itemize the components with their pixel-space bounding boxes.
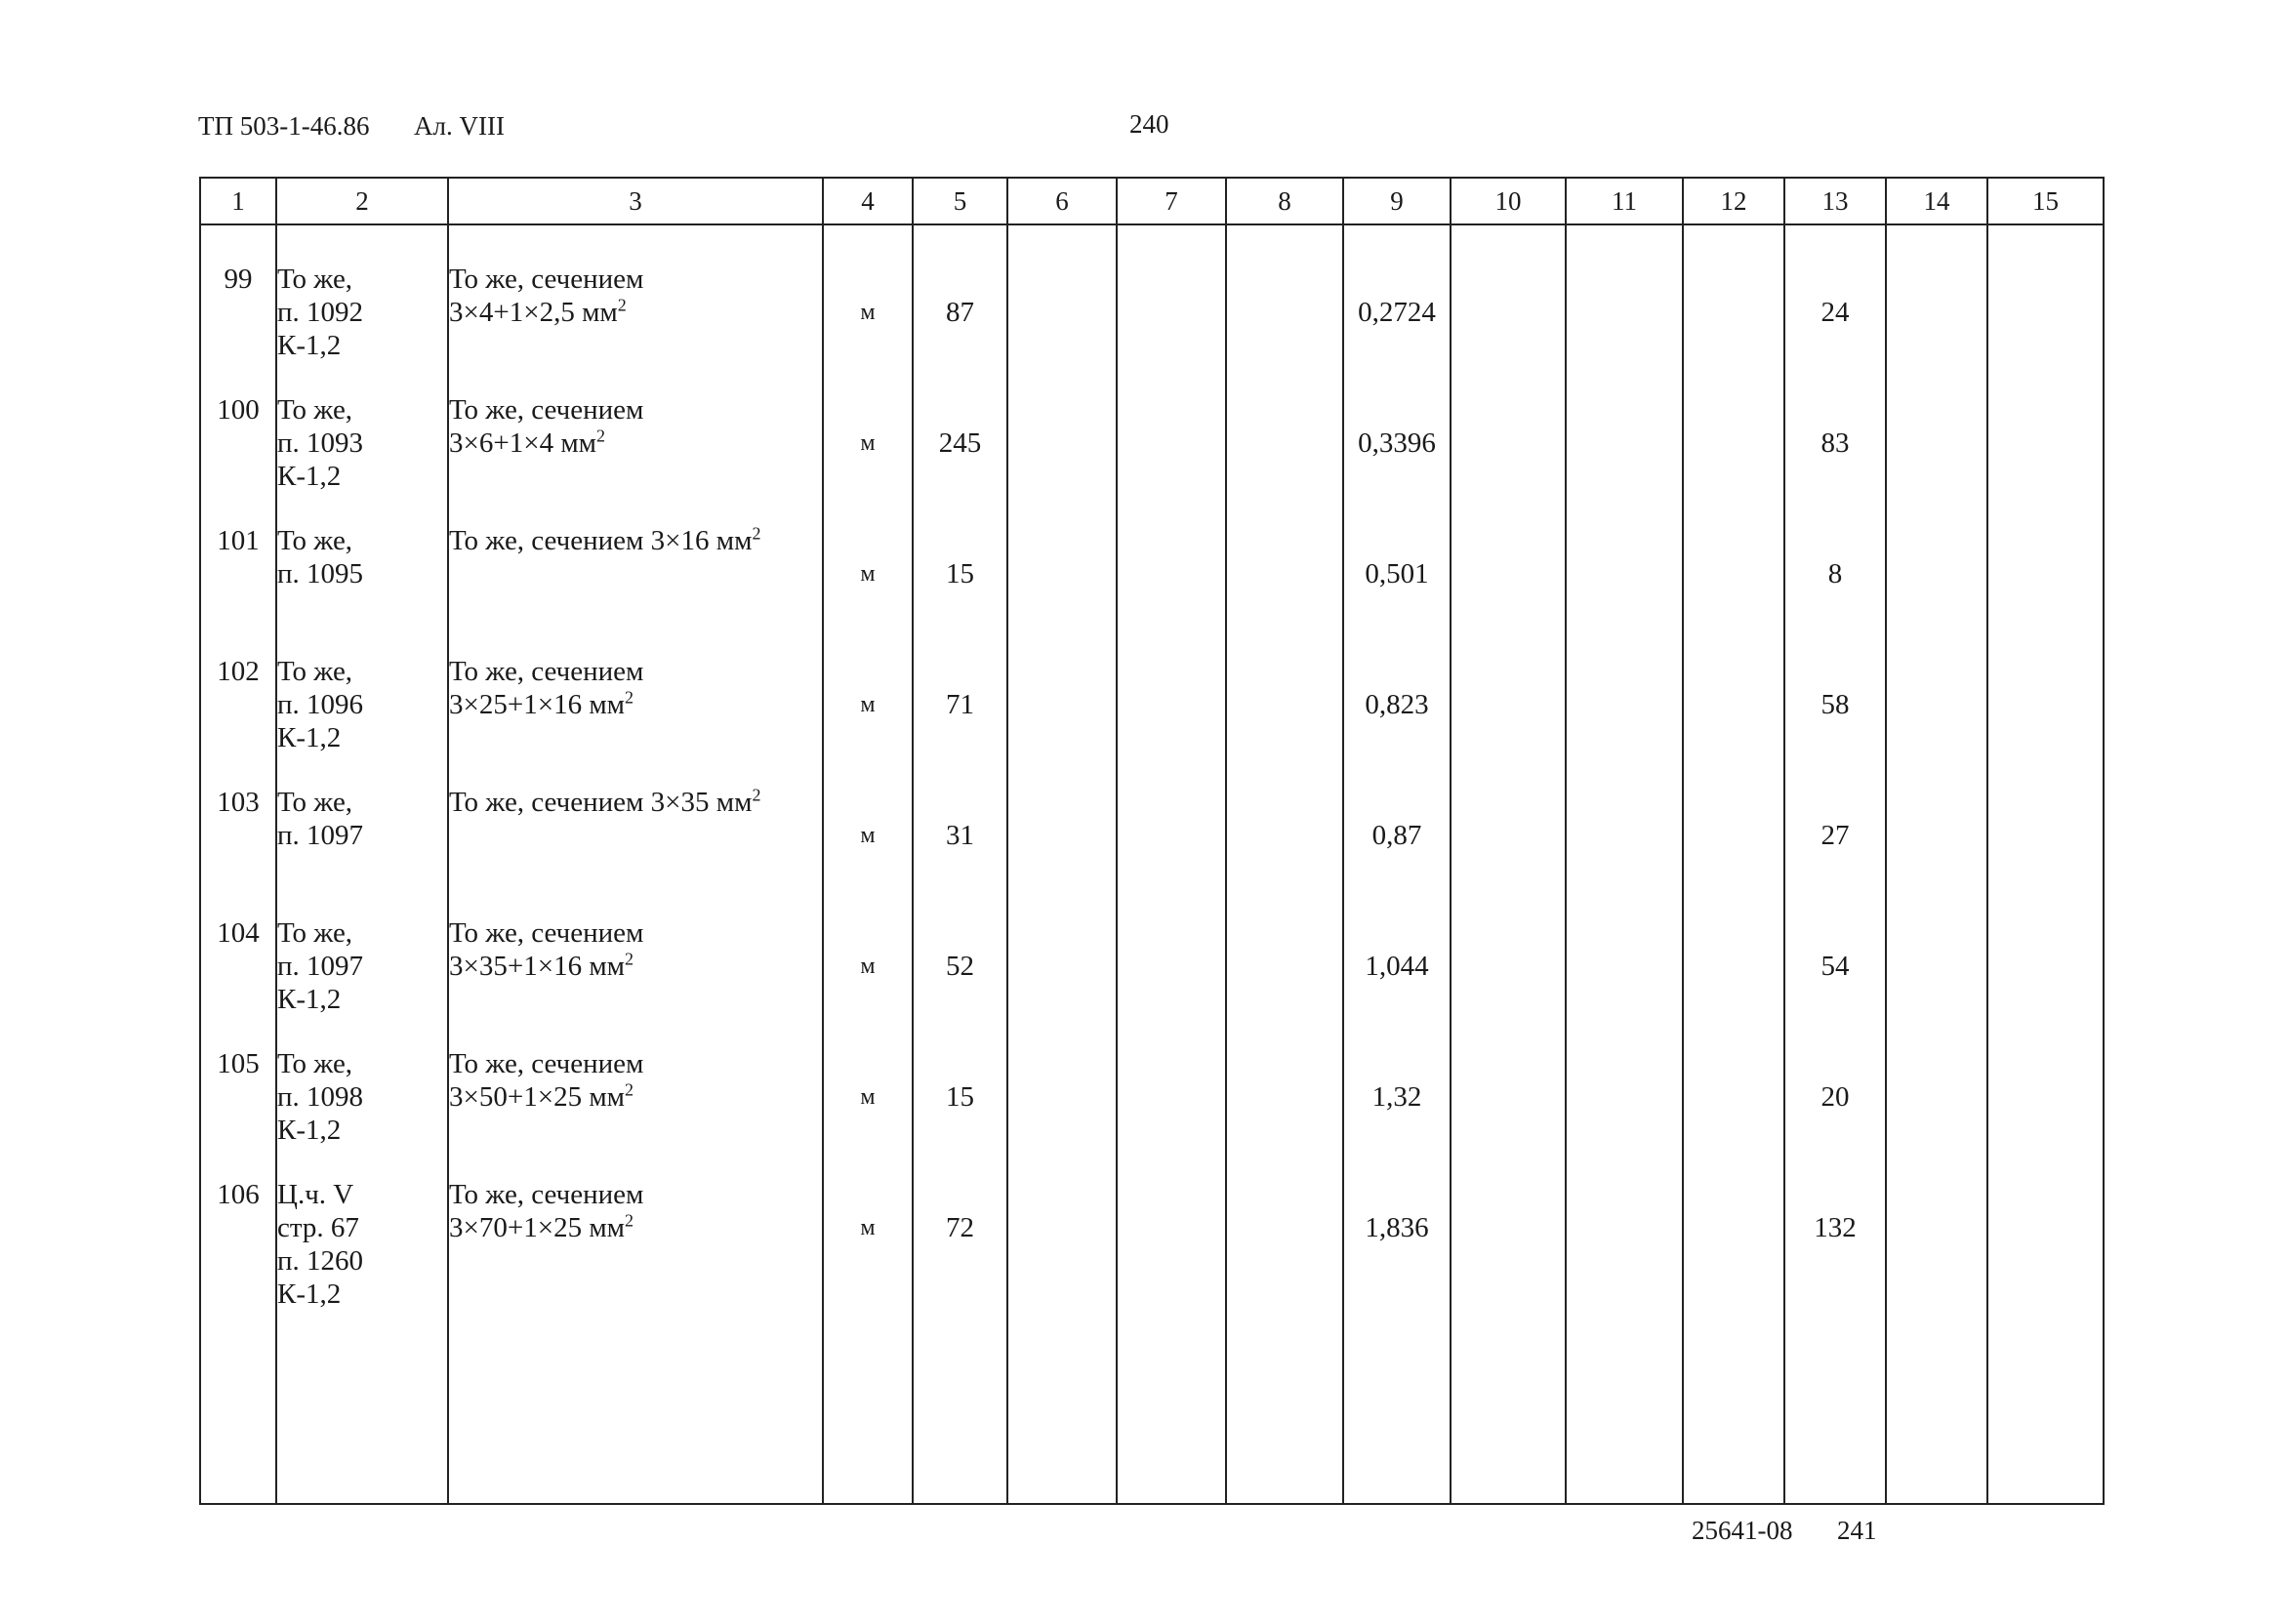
unit-exponent: 2	[617, 295, 627, 315]
column-13-value: 58	[1820, 689, 1850, 720]
quantity-cell	[913, 655, 1007, 786]
reference-line: То же,	[277, 525, 353, 556]
empty-cell	[1226, 916, 1343, 1047]
row-number: 99	[224, 264, 253, 295]
unit-value-cell	[1343, 786, 1451, 916]
empty-cell	[1226, 1178, 1343, 1311]
column-9-value: 1,32	[1371, 1081, 1422, 1113]
quantity-value: 15	[946, 1081, 974, 1113]
quantity-cell	[913, 1178, 1007, 1311]
empty-cell	[1886, 1311, 1987, 1504]
filler-row	[200, 1311, 2104, 1504]
empty-cell	[1451, 1047, 1566, 1178]
row-number-cell	[200, 1047, 276, 1178]
empty-cell	[1987, 224, 2104, 393]
column-header: 3	[448, 178, 823, 224]
column-header: 5	[913, 178, 1007, 224]
description-text: То же, сечением	[449, 917, 644, 949]
reference-line: То же,	[277, 394, 353, 426]
empty-cell	[1886, 524, 1987, 655]
description-text: 3×4+1×2,5 мм	[449, 297, 618, 328]
column-13-cell	[1784, 224, 1886, 393]
quantity-value: 71	[946, 689, 974, 720]
column-13-cell	[1784, 655, 1886, 786]
reference-cell	[276, 786, 448, 916]
reference-line: стр. 67	[277, 1212, 359, 1243]
description-text: 3×35+1×16 мм	[449, 951, 626, 982]
empty-cell	[1007, 1047, 1117, 1178]
empty-cell	[1683, 393, 1784, 524]
quantity-cell	[913, 224, 1007, 393]
unit-value: м	[860, 954, 876, 979]
unit-value-cell	[1343, 1178, 1451, 1311]
reference-line: То же,	[277, 787, 353, 818]
empty-cell	[1007, 524, 1117, 655]
description-line	[449, 524, 822, 557]
row-number: 101	[217, 525, 260, 556]
reference-line: Ц.ч. V	[277, 1179, 354, 1210]
description-line	[449, 1047, 822, 1080]
column-13-cell	[1784, 916, 1886, 1047]
unit-cell	[823, 655, 913, 786]
table-row	[200, 655, 2104, 786]
description-line	[449, 688, 822, 721]
description-line	[449, 916, 822, 950]
footer-page-number: 241	[1837, 1516, 1877, 1545]
empty-cell	[1117, 1047, 1226, 1178]
empty-cell	[1451, 916, 1566, 1047]
unit-value-cell	[1343, 224, 1451, 393]
empty-cell	[1987, 916, 2104, 1047]
empty-cell	[1987, 1047, 2104, 1178]
empty-cell	[1987, 1311, 2104, 1504]
specification-table	[199, 177, 2105, 1505]
description-text: То же, сечением 3×16 мм	[449, 525, 753, 556]
column-header: 1	[200, 178, 276, 224]
reference-line: К-1,2	[277, 461, 342, 492]
unit-value-cell	[1343, 524, 1451, 655]
reference-line: п. 1095	[277, 558, 364, 589]
row-number: 104	[217, 917, 260, 949]
description-text: 3×6+1×4 мм	[449, 427, 597, 459]
unit-exponent: 2	[596, 426, 606, 446]
column-header: 13	[1784, 178, 1886, 224]
column-header: 8	[1226, 178, 1343, 224]
empty-cell	[1451, 524, 1566, 655]
description-cell	[448, 393, 823, 524]
description-line	[449, 426, 822, 460]
empty-cell	[1117, 1311, 1226, 1504]
reference-line: К-1,2	[277, 722, 342, 753]
unit-value-cell	[1343, 916, 1451, 1047]
table-row	[200, 224, 2104, 393]
description-text: То же, сечением 3×35 мм	[449, 787, 753, 818]
column-header: 11	[1566, 178, 1683, 224]
description-cell	[448, 524, 823, 655]
reference-cell	[276, 224, 448, 393]
empty-cell	[1117, 655, 1226, 786]
unit-exponent: 2	[752, 523, 761, 544]
description-line	[449, 786, 822, 819]
empty-cell	[1226, 786, 1343, 916]
empty-cell	[1451, 224, 1566, 393]
empty-cell	[1343, 1311, 1451, 1504]
unit-cell	[823, 1047, 913, 1178]
quantity-value: 52	[946, 951, 974, 982]
quantity-value: 245	[938, 427, 982, 459]
reference-line: К-1,2	[277, 330, 342, 361]
empty-cell	[1007, 1311, 1117, 1504]
empty-cell	[1566, 916, 1683, 1047]
reference-line: п. 1092	[277, 297, 364, 328]
empty-cell	[823, 1311, 913, 1504]
empty-cell	[1683, 1311, 1784, 1504]
column-header: 4	[823, 178, 913, 224]
column-13-value: 27	[1820, 820, 1850, 851]
reference-cell	[276, 524, 448, 655]
column-9-value: 1,836	[1365, 1212, 1429, 1243]
unit-exponent: 2	[625, 687, 634, 708]
document-code: ТП 503-1-46.86	[198, 111, 370, 141]
empty-cell	[1007, 916, 1117, 1047]
quantity-value: 87	[946, 297, 974, 328]
reference-line: То же,	[277, 1048, 353, 1079]
table-row	[200, 916, 2104, 1047]
column-13-value: 54	[1820, 951, 1850, 982]
empty-cell	[1007, 655, 1117, 786]
unit-value: м	[860, 300, 876, 325]
description-line	[449, 1178, 822, 1211]
description-text: 3×25+1×16 мм	[449, 689, 626, 720]
table-row	[200, 524, 2104, 655]
reference-cell	[276, 916, 448, 1047]
column-header: 14	[1886, 178, 1987, 224]
quantity-cell	[913, 916, 1007, 1047]
page-number: 240	[1129, 109, 1169, 139]
unit-cell	[823, 224, 913, 393]
reference-line: п. 1097	[277, 951, 364, 982]
description-line	[449, 1080, 822, 1114]
description-text: 3×70+1×25 мм	[449, 1212, 626, 1243]
empty-cell	[1987, 786, 2104, 916]
empty-cell	[1566, 224, 1683, 393]
description-line	[449, 950, 822, 983]
empty-cell	[1683, 524, 1784, 655]
empty-cell	[1451, 786, 1566, 916]
unit-value-cell	[1343, 1047, 1451, 1178]
description-text: 3×50+1×25 мм	[449, 1081, 626, 1113]
quantity-cell	[913, 524, 1007, 655]
reference-cell	[276, 393, 448, 524]
column-9-value: 0,501	[1365, 558, 1429, 589]
empty-cell	[1987, 524, 2104, 655]
empty-cell	[1683, 1047, 1784, 1178]
column-13-value: 132	[1814, 1212, 1857, 1243]
description-cell	[448, 224, 823, 393]
reference-line: п. 1260	[277, 1245, 364, 1277]
column-13-value: 24	[1820, 297, 1850, 328]
unit-cell	[823, 524, 913, 655]
empty-cell	[1886, 916, 1987, 1047]
empty-cell	[1566, 786, 1683, 916]
unit-cell	[823, 1178, 913, 1311]
empty-cell	[1683, 224, 1784, 393]
empty-cell	[1566, 655, 1683, 786]
column-header: 15	[1987, 178, 2104, 224]
column-9-value: 0,3396	[1358, 427, 1436, 459]
empty-cell	[1683, 786, 1784, 916]
empty-cell	[1451, 655, 1566, 786]
empty-cell	[1226, 1311, 1343, 1504]
unit-value: м	[860, 1084, 876, 1110]
empty-cell	[1683, 916, 1784, 1047]
column-9-value: 0,2724	[1358, 297, 1436, 328]
quantity-value: 31	[946, 820, 974, 851]
unit-value: м	[860, 430, 876, 456]
empty-cell	[913, 1311, 1007, 1504]
table-row	[200, 1178, 2104, 1311]
column-13-cell	[1784, 786, 1886, 916]
quantity-cell	[913, 1047, 1007, 1178]
column-9-value: 0,823	[1365, 689, 1429, 720]
empty-cell	[1566, 524, 1683, 655]
column-header: 2	[276, 178, 448, 224]
unit-exponent: 2	[625, 949, 634, 969]
empty-cell	[276, 1311, 448, 1504]
empty-cell	[1117, 224, 1226, 393]
empty-cell	[1987, 393, 2104, 524]
description-text: То же, сечением	[449, 656, 644, 687]
table-row	[200, 1047, 2104, 1178]
column-13-cell	[1784, 524, 1886, 655]
reference-line: К-1,2	[277, 984, 342, 1015]
row-number-cell	[200, 916, 276, 1047]
reference-line: То же,	[277, 917, 353, 949]
empty-cell	[1007, 1178, 1117, 1311]
row-number-cell	[200, 655, 276, 786]
empty-cell	[1566, 1047, 1683, 1178]
row-number-cell	[200, 786, 276, 916]
column-header-row	[200, 178, 2104, 224]
empty-cell	[1226, 655, 1343, 786]
empty-cell	[1683, 655, 1784, 786]
row-number-cell	[200, 1178, 276, 1311]
empty-cell	[448, 1311, 823, 1504]
empty-cell	[1886, 1047, 1987, 1178]
empty-cell	[1566, 393, 1683, 524]
description-line	[449, 296, 822, 329]
description-cell	[448, 786, 823, 916]
empty-cell	[200, 1311, 276, 1504]
unit-exponent: 2	[752, 785, 761, 805]
description-line	[449, 655, 822, 688]
empty-cell	[1566, 1178, 1683, 1311]
description-text: То же, сечением	[449, 1179, 644, 1210]
description-text: То же, сечением	[449, 394, 644, 426]
description-cell	[448, 655, 823, 786]
empty-cell	[1451, 393, 1566, 524]
empty-cell	[1886, 655, 1987, 786]
empty-cell	[1007, 786, 1117, 916]
column-header: 7	[1117, 178, 1226, 224]
column-header: 6	[1007, 178, 1117, 224]
footer-code: 25641-08	[1692, 1516, 1793, 1545]
description-text: То же, сечением	[449, 264, 644, 295]
description-cell	[448, 1178, 823, 1311]
unit-cell	[823, 393, 913, 524]
description-cell	[448, 1047, 823, 1178]
empty-cell	[1117, 786, 1226, 916]
empty-cell	[1886, 1178, 1987, 1311]
reference-cell	[276, 1178, 448, 1311]
empty-cell	[1117, 393, 1226, 524]
description-cell	[448, 916, 823, 1047]
reference-cell	[276, 1047, 448, 1178]
column-13-value: 20	[1820, 1081, 1850, 1113]
description-line	[449, 263, 822, 296]
reference-line: К-1,2	[277, 1115, 342, 1146]
description-text: То же, сечением	[449, 1048, 644, 1079]
row-number: 100	[217, 394, 260, 426]
row-number-cell	[200, 393, 276, 524]
table-row	[200, 393, 2104, 524]
quantity-cell	[913, 393, 1007, 524]
description-line	[449, 1211, 822, 1244]
empty-cell	[1451, 1311, 1566, 1504]
unit-value: м	[860, 823, 876, 848]
empty-cell	[1117, 916, 1226, 1047]
column-13-value: 8	[1827, 558, 1843, 589]
column-header: 10	[1451, 178, 1566, 224]
reference-line: п. 1097	[277, 820, 364, 851]
row-number: 102	[217, 656, 260, 687]
unit-value: м	[860, 561, 876, 587]
column-9-value: 0,87	[1371, 820, 1422, 851]
empty-cell	[1566, 1311, 1683, 1504]
reference-cell	[276, 655, 448, 786]
unit-value: м	[860, 1215, 876, 1240]
reference-line: К-1,2	[277, 1279, 342, 1310]
empty-cell	[1886, 224, 1987, 393]
quantity-cell	[913, 786, 1007, 916]
empty-cell	[1117, 1178, 1226, 1311]
reference-line: п. 1096	[277, 689, 364, 720]
empty-cell	[1987, 655, 2104, 786]
empty-cell	[1226, 224, 1343, 393]
quantity-value: 72	[946, 1212, 974, 1243]
column-header: 9	[1343, 178, 1451, 224]
reference-line: То же,	[277, 264, 353, 295]
unit-value: м	[860, 692, 876, 717]
quantity-value: 15	[946, 558, 974, 589]
row-number: 105	[217, 1048, 260, 1079]
column-header: 12	[1683, 178, 1784, 224]
reference-line: То же,	[277, 656, 353, 687]
column-13-cell	[1784, 1047, 1886, 1178]
unit-value-cell	[1343, 655, 1451, 786]
reference-line: п. 1098	[277, 1081, 364, 1113]
unit-cell	[823, 786, 913, 916]
album-number: Ал. VIII	[414, 111, 505, 141]
empty-cell	[1007, 393, 1117, 524]
unit-exponent: 2	[625, 1079, 634, 1100]
empty-cell	[1226, 1047, 1343, 1178]
table-body	[200, 224, 2104, 1504]
row-number: 103	[217, 787, 260, 818]
empty-cell	[1987, 1178, 2104, 1311]
empty-cell	[1886, 786, 1987, 916]
column-13-value: 83	[1820, 427, 1850, 459]
unit-exponent: 2	[625, 1210, 634, 1231]
row-number-cell	[200, 524, 276, 655]
column-9-value: 1,044	[1365, 951, 1429, 982]
row-number-cell	[200, 224, 276, 393]
table-row	[200, 786, 2104, 916]
reference-line: п. 1093	[277, 427, 364, 459]
column-13-cell	[1784, 1178, 1886, 1311]
empty-cell	[1007, 224, 1117, 393]
unit-cell	[823, 916, 913, 1047]
empty-cell	[1886, 393, 1987, 524]
column-13-cell	[1784, 393, 1886, 524]
empty-cell	[1683, 1178, 1784, 1311]
empty-cell	[1117, 524, 1226, 655]
row-number: 106	[217, 1179, 260, 1210]
empty-cell	[1226, 524, 1343, 655]
description-line	[449, 393, 822, 426]
empty-cell	[1226, 393, 1343, 524]
empty-cell	[1451, 1178, 1566, 1311]
unit-value-cell	[1343, 393, 1451, 524]
empty-cell	[1784, 1311, 1886, 1504]
